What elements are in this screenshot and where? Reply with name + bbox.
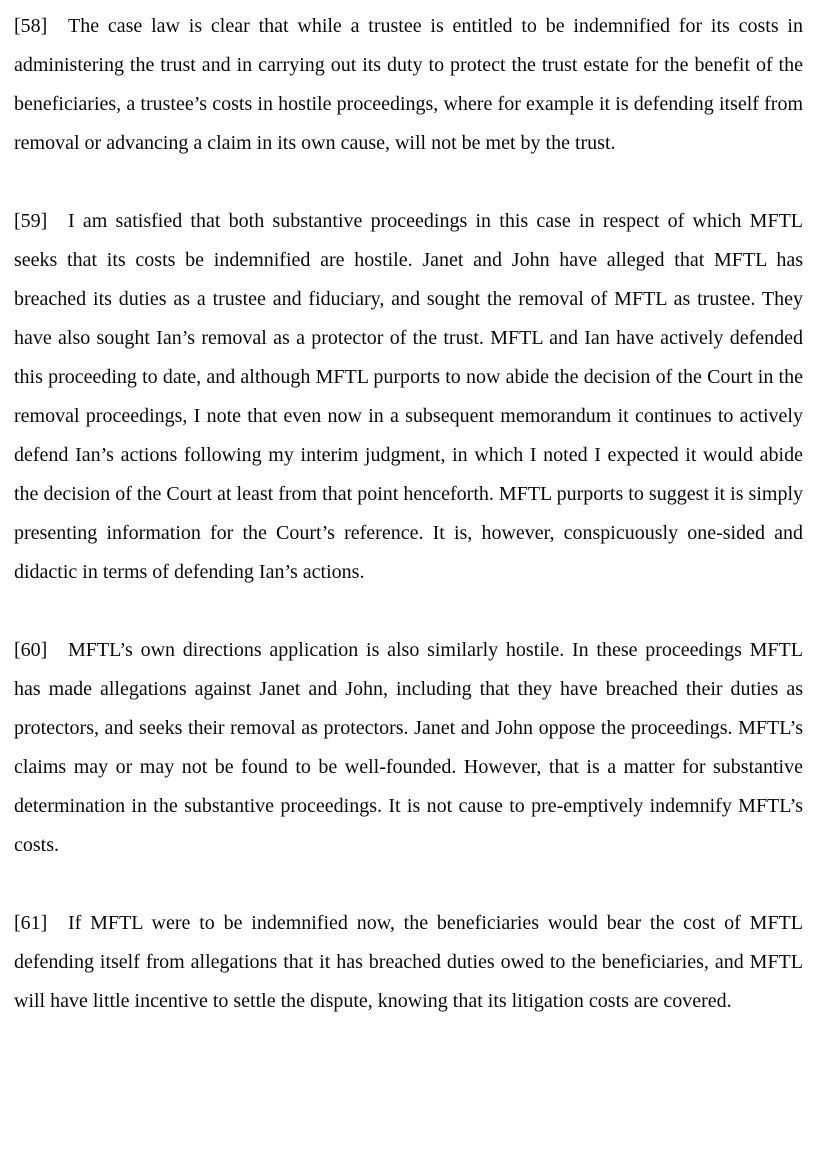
paragraph-text: MFTL’s own directions application is also similarly hostile. In these proceedings MFTL has made allegations against Janet and John, including that they have breached their duties as protectors, and seeks their removal as protectors. Janet and John oppose the proceedings. MFTL’s claims may or may not be found to be well-founded. However, that is a matter for substantive determination in the substantive proceedings. It is not cause to pre-emptively indemnify MFTL’s costs. bbox=[14, 639, 803, 856]
paragraph-number: [58] bbox=[14, 15, 48, 37]
paragraph-60 bbox=[14, 631, 803, 865]
paragraph-text: I am satisfied that both substantive proceedings in this case in respect of which MFTL seeks that its costs be indemnified are hostile. Janet and John have alleged that MFTL has breached its duties as a trustee and fiduciary, and sought the removal of MFTL as trustee. They have also sought Ian’s removal as a protector of the trust. MFTL and Ian have actively defended this proceeding to date, and although MFTL purports to now abide the decision of the Court in the removal proceedings, I note that even now in a subsequent memorandum it continues to actively defend Ian’s actions following my interim judgment, in which I noted I expected it would abide the decision of the Court at least from that point henceforth. MFTL purports to suggest it is simply presenting information for the Court’s reference. It is, however, conspicuously one-sided and didactic in terms of defending Ian’s actions. bbox=[14, 210, 803, 583]
paragraph-number: [61] bbox=[14, 912, 48, 934]
paragraph-text: If MFTL were to be indemnified now, the beneficiaries would bear the cost of MFTL defending itself from allegations that it has breached duties owed to the beneficiaries, and MFTL will have little incentive to settle the dispute, knowing that its litigation costs are covered. bbox=[14, 912, 803, 1012]
paragraph-61 bbox=[14, 904, 803, 1021]
paragraph-number: [60] bbox=[14, 639, 48, 661]
paragraph-number: [59] bbox=[14, 210, 48, 232]
paragraph-text: The case law is clear that while a trustee is entitled to be indemnified for its costs in administering the trust and in carrying out its duty to protect the trust estate for the benefit of the beneficiaries, a trustee’s costs in hostile proceedings, where for example it is defending itself from removal or advancing a claim in its own cause, will not be met by the trust. bbox=[14, 15, 803, 154]
paragraph-59 bbox=[14, 202, 803, 592]
paragraph-58 bbox=[14, 7, 803, 163]
